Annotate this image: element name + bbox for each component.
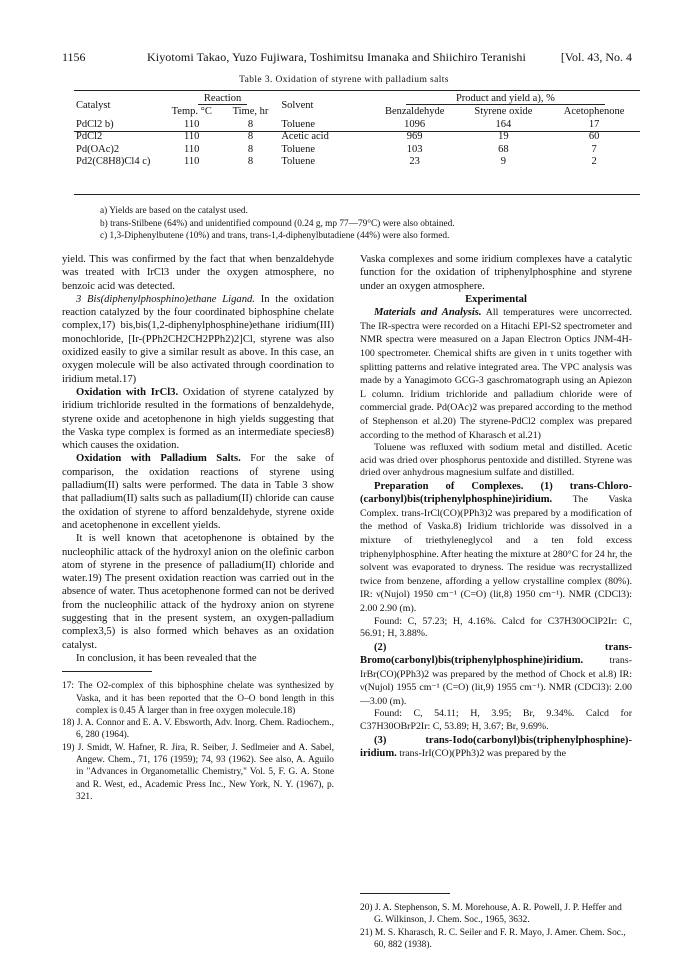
- paragraph: It is well known that acetophenone is obtained by the nucleophilic attack of the hydroxyl anion on the olefinic carbon atom of styrene in the presence of palladium(II) chloride and water.19) The present oxidation reaction was carried out in the absence of water. Thus acetophenone formed can not be derived from the nucleophilic attack of the hydroxy anion on styrene suggesting that in the present system, an oxygen-palladium complex3,5) is also formed which behaves as an oxidation catalyst.: [62, 533, 334, 651]
- header-solvent: Solvent: [281, 100, 314, 111]
- cell-benzaldehyde: 103: [406, 143, 423, 155]
- table-note: c) 1,3-Diphenylbutene (10%) and trans, trans-1,4-diphenylbutadiene (44%) were also formed.: [100, 231, 450, 241]
- cell-benzaldehyde: 969: [406, 131, 423, 143]
- table-header-row-1: [74, 93, 640, 106]
- paragraph-heading: (2) trans-Bromo(carbonyl)bis(triphenylphosphine)iridium.: [360, 641, 632, 667]
- cell-temp: 110: [184, 118, 200, 130]
- paragraph-heading: Oxidation with Palladium Salts.: [76, 453, 241, 465]
- header-catalyst: Catalyst: [76, 100, 111, 111]
- table-caption: Table 3. Oxidation of styrene with palladium salts: [239, 75, 449, 85]
- right-column: [360, 253, 632, 760]
- paragraph: Found: C, 54.11; H, 3.95; Br, 9.34%. Calcd for C37H30OBrP2Ir: C, 53.89; H, 3.67; Br, 9.69%.: [360, 708, 632, 732]
- left-column: [62, 253, 334, 803]
- author-line: Kiyotomi Takao, Yuzo Fujiwara, Toshimitsu Imanaka and Shiichiro Teranishi: [147, 50, 526, 64]
- right-footnotes: [360, 893, 632, 952]
- cell-styrene-oxide: 19: [498, 131, 509, 143]
- cell-catalyst: Pd(OAc)2: [76, 143, 120, 155]
- header-styrene-oxide: Styrene oxide: [474, 106, 533, 118]
- cell-solvent: Toluene: [281, 118, 315, 130]
- paragraph: 3 Bis(diphenylphosphino)ethane Ligand. In the oxidation reaction catalyzed by the four coordinated biphosphine chelate complex,17) bis,bis(1,2-diphenylphosphine)ethane iridium(III) monochloride, [Ir-(PPh2CH2CH2PPh2)2]Cl, styrene was also oxidized easily to give a similar result as above. In this case, an oxygen molecule will be also activated through coordination to iridium metal.17): [62, 293, 334, 385]
- table-top-rule: [74, 90, 640, 91]
- footnote: 17: The O2-complex of this biphosphine chelate was synthesized by Vaska, and it has been reported that the O–O bond length in this complex is 0.45 Å larger than in free oxygen molecule.18): [62, 681, 334, 716]
- footnote: 18) J. A. Connor and E. A. V. Ebsworth, Adv. Inorg. Chem. Radiochem., 6, 280 (1964).: [62, 718, 334, 741]
- paragraph-heading: Oxidation with IrCl3.: [76, 386, 179, 398]
- table-row: [74, 143, 640, 156]
- footnotes: [62, 680, 334, 803]
- paragraph: (2) trans-Bromo(carbonyl)bis(triphenylphosphine)iridium. trans-IrBr(CO)(PPh3)2 was prepared by the method of Chock et al.8) IR: ν(Nujol) 1955 cm⁻¹ (C=O) (lit,9) 1955 cm⁻¹). NMR (CDCl3): 2.00—3.00 (m).: [360, 641, 632, 707]
- paragraph: Vaska complexes and some iridium complexes have a catalytic function for the oxidation of triphenylphosphine and styrene under an oxygen atmosphere.: [360, 254, 632, 292]
- volume-label: [Vol. 43, No. 4: [560, 50, 632, 64]
- paragraph-heading: 3 Bis(diphenylphosphino)ethane Ligand.: [76, 293, 255, 305]
- cell-temp: 110: [184, 131, 200, 143]
- paragraph: Materials and Analysis. All temperatures were uncorrected. The IR-spectra were recorded on a Hitachi EPI-S2 spectrometer and NMR spectra were measured on a Japan Electron Optics JNM-4H-100 spectrometer. Chemical shifts are given in τ units together with splitting patterns and relative integrated area. The VPC analysis was made by a Yanagimoto GCG-3 gaschromatograph using an Apiezon L column. Iridium trichloride and palladium chloride were of commercial grade. Pd(OAc)2 was prepared according to the method of Stephenson et al.20) The styrene-PdCl2 complex was prepared according to the method of Kharasch et al.21): [360, 307, 632, 441]
- table-bottom-rule: [74, 194, 640, 195]
- cell-time: 8: [247, 131, 254, 143]
- paragraph: Oxidation with Palladium Salts. For the sake of comparison, the oxidation reactions of styrene using palladium(II) salts were performed. The data in Table 3 show that palladium(II) salts such as palladium(II) chloride can cause the oxidation of styrene to afford benzaldehyde, styrene oxide and acetophenone in excellent yields.: [62, 453, 334, 531]
- cell-styrene-oxide: 9: [500, 156, 507, 168]
- cell-catalyst: Pd2(C8H8)Cl4 c): [76, 156, 151, 168]
- table-row: [74, 118, 640, 131]
- footnote-rule: [360, 893, 450, 894]
- paragraph: Found: C, 57.23; H, 4.16%. Calcd for C37H30OClP2Ir: C, 56.91; H, 3.88%.: [360, 615, 632, 640]
- section-heading: Experimental: [465, 293, 527, 305]
- cell-time: 8: [247, 143, 254, 155]
- cell-acetophenone: 17: [588, 118, 600, 130]
- paragraph: yield. This was confirmed by the fact that when benzaldehyde was treated with IrCl3 under the oxygen atmosphere, no benzoic acid was detected.: [62, 254, 334, 292]
- page-number: 1156: [62, 50, 86, 64]
- cell-solvent: Toluene: [281, 156, 315, 168]
- header-temp: Temp. °C: [171, 106, 212, 118]
- cell-time: 8: [247, 156, 254, 168]
- data-table: [74, 93, 640, 168]
- cell-solvent: Acetic acid: [281, 131, 329, 143]
- header-product: Product and yield a), %: [406, 93, 605, 105]
- paragraph: Preparation of Complexes. (1) trans-Chloro-(carbonyl)bis(triphenylphosphine)iridium. The Vaska Complex. trans-IrCl(CO)(PPh3)2 was prepared by a modification of the method of Vaska.8) Iridium trichloride was dissolved in a mixture of triethyleneglycol and a ten fold excess triphenylphosphine. After heating the mixture at 280°C for 24 hr, the solvent was evaporated to dryness. The residue was recrystallized twice from benzene, affording a yellow crystalline complex (80%). IR: ν(Nujol) 1950 cm⁻¹ (C=O) (lit,8) 1950 cm⁻¹). NMR (CDCl3): 2.00 2.90 (m).: [360, 480, 632, 614]
- table-note: b) trans-Stilbene (64%) and unidentified compound (0.24 g, mp 77—79°C) were also obtained.: [100, 218, 455, 229]
- paragraph: (3) trans-Iodo(carbonyl)bis(triphenylphosphine)-iridium. trans-IrI(CO)(PPh3)2 was prepared by the: [360, 734, 632, 759]
- table-row: [74, 156, 640, 169]
- header-reaction: Reaction: [198, 93, 247, 105]
- footnote: 20) J. A. Stephenson, S. M. Morehouse, A. R. Powell, J. P. Heffer and G. Wilkinson, J. Chem. Soc., 1965, 3632.: [360, 903, 622, 926]
- paragraph-heading: (3) trans-Iodo(carbonyl)bis(triphenylphosphine)-iridium.: [360, 734, 632, 759]
- footnote: 19) J. Smidt, W. Hafner, R. Jira, R. Seiber, J. Sedlmeier and A. Sabel, Angew. Chem., 71, 176 (1959); 74, 93 (1962). See also, A. Aguilo in "Advances in Organometallic Chemistry," Vol. 5, F. G. A. Stone and R. West, ed., Academic Press Inc., New York, N. Y. (1967), p. 321.: [62, 742, 334, 802]
- paragraph-heading: Preparation of Complexes. (1) trans-Chloro-(carbonyl)bis(triphenylphosphine)iridium.: [360, 480, 632, 506]
- paragraph-heading: Materials and Analysis.: [374, 307, 482, 319]
- footnote-rule: [62, 671, 152, 672]
- cell-catalyst: PdCl2: [76, 131, 103, 143]
- cell-time: 8: [247, 118, 254, 130]
- header-acetophenone: Acetophenone: [563, 106, 625, 118]
- cell-styrene-oxide: 164: [495, 118, 512, 130]
- running-header: [62, 50, 632, 66]
- paragraph: Oxidation with IrCl3. Oxidation of styrene catalyzed by iridium trichloride resulted in the formations of benzaldehyde, styrene oxide and acetophenone in high yields suggesting that the Vaska type complex is formed as an intermediate species8) which causes the oxidation.: [62, 386, 334, 452]
- cell-acetophenone: 7: [591, 143, 597, 155]
- paragraph: Toluene was refluxed with sodium metal and distilled. Acetic acid was dried over phosphorus pentoxide and distilled. Styrene was dried over anhydrous magnesium sulfate and distilled.: [360, 442, 632, 479]
- cell-acetophenone: 60: [588, 131, 600, 143]
- cell-solvent: Toluene: [281, 143, 315, 155]
- cell-benzaldehyde: 23: [409, 156, 420, 168]
- cell-temp: 110: [184, 156, 200, 168]
- table-note: a) Yields are based on the catalyst used.: [100, 206, 248, 216]
- cell-catalyst: PdCl2 b): [76, 118, 114, 130]
- table-notes: [100, 205, 630, 243]
- table-row: [74, 131, 640, 144]
- paragraph: In conclusion, it has been revealed that the: [76, 652, 257, 664]
- footnote: 21) M. S. Kharasch, R. C. Seiler and F. R. Mayo, J. Amer. Chem. Soc., 60, 882 (1938).: [360, 927, 626, 951]
- header-time: Time, hr: [232, 106, 269, 118]
- cell-acetophenone: 2: [591, 156, 597, 168]
- cell-styrene-oxide: 68: [498, 143, 509, 155]
- cell-benzaldehyde: 1096: [404, 118, 426, 130]
- cell-temp: 110: [184, 143, 200, 155]
- header-benzaldehyde: Benzaldehyde: [384, 106, 445, 118]
